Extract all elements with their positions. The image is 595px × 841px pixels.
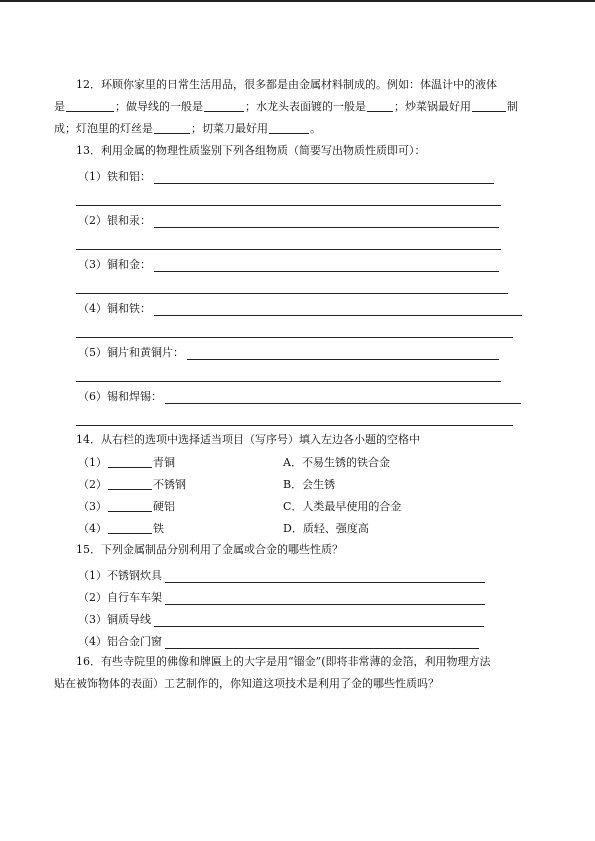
answer-blank[interactable] bbox=[108, 521, 152, 534]
answer-blank[interactable] bbox=[367, 99, 393, 112]
answer-blank[interactable] bbox=[108, 499, 152, 512]
answer-line[interactable] bbox=[154, 613, 484, 627]
q14-row-4 bbox=[54, 517, 544, 539]
q13-item-label: （3）铜和金： bbox=[78, 258, 151, 271]
question-14 bbox=[54, 429, 544, 539]
answer-line-continuation[interactable] bbox=[76, 404, 513, 426]
answer-blank[interactable] bbox=[66, 99, 114, 112]
answer-line[interactable] bbox=[187, 346, 499, 360]
question-13 bbox=[54, 140, 544, 426]
answer-line[interactable] bbox=[165, 591, 485, 605]
answer-line-continuation[interactable] bbox=[76, 316, 513, 338]
q12-text: ；炒菜锅最好用 bbox=[394, 100, 471, 113]
q12-text: ；切菜刀最好用 bbox=[191, 122, 268, 135]
question-15 bbox=[54, 539, 544, 649]
answer-line[interactable] bbox=[154, 170, 494, 184]
q15-item-label: （2）自行车车架 bbox=[78, 591, 162, 604]
q13-item-label: （6）锡和焊锡： bbox=[78, 390, 162, 403]
top-rule bbox=[0, 0, 595, 2]
q14-num: （2） bbox=[78, 478, 107, 491]
q13-item-4 bbox=[54, 294, 544, 316]
q14-row-3 bbox=[54, 495, 544, 517]
q14-option: C．人类最早使用的合金 bbox=[283, 500, 402, 513]
q13-item-6 bbox=[54, 382, 544, 404]
q13-item-label: （4）铜和铁： bbox=[78, 302, 151, 315]
answer-line-continuation[interactable] bbox=[76, 184, 501, 206]
q15-item-label: （1）不锈钢炊具 bbox=[78, 569, 162, 582]
q14-num: （1） bbox=[78, 456, 107, 469]
answer-blank[interactable] bbox=[108, 477, 152, 490]
q12-text: ；做导线的一般是 bbox=[115, 100, 203, 113]
answer-blank[interactable] bbox=[204, 99, 244, 112]
answer-line[interactable] bbox=[165, 635, 479, 649]
q14-title: 14．从右栏的选项中选择适当项目（写序号）填入左边各小题的空格中 bbox=[76, 433, 420, 446]
q14-option: B．会生锈 bbox=[283, 478, 336, 491]
q12-line-3 bbox=[54, 118, 544, 140]
question-12 bbox=[54, 74, 544, 140]
answer-line[interactable] bbox=[165, 569, 485, 583]
q14-row-1 bbox=[54, 451, 544, 473]
answer-blank[interactable] bbox=[472, 99, 506, 112]
answer-line[interactable] bbox=[154, 258, 499, 272]
answer-line[interactable] bbox=[154, 214, 499, 228]
q16-line-1: 16．有些寺院里的佛像和牌匾上的大字是用“镏金”(即将非常薄的金箔，利用物理方法 bbox=[76, 655, 491, 668]
q12-text: 是 bbox=[54, 100, 65, 113]
answer-line-continuation[interactable] bbox=[76, 360, 501, 382]
answer-line[interactable] bbox=[154, 302, 522, 316]
q13-item-3 bbox=[54, 250, 544, 272]
q15-item-label: （4）铝合金门窗 bbox=[78, 635, 162, 648]
q14-num: （3） bbox=[78, 500, 107, 513]
answer-blank[interactable] bbox=[108, 455, 152, 468]
q14-num: （4） bbox=[78, 522, 107, 535]
q15-item-2 bbox=[54, 583, 544, 605]
q12-line-1: 12．环顾你家里的日常生活用品，很多都是由金属材料制成的。例如：体温计中的液体 bbox=[76, 78, 497, 91]
q14-item: 不锈钢 bbox=[153, 478, 186, 491]
answer-line-continuation[interactable] bbox=[76, 228, 501, 250]
q14-item: 铁 bbox=[153, 522, 164, 535]
q14-option: A．不易生锈的铁合金 bbox=[283, 456, 390, 469]
q14-option: D．质轻、强度高 bbox=[283, 522, 369, 535]
answer-line-continuation[interactable] bbox=[76, 272, 508, 294]
answer-blank[interactable] bbox=[154, 121, 190, 134]
q13-item-5 bbox=[54, 338, 544, 360]
q13-item-1 bbox=[54, 162, 544, 184]
answer-blank[interactable] bbox=[269, 121, 309, 134]
q12-text: 。 bbox=[310, 122, 321, 135]
q16-line-2: 贴在被饰物体的表面）工艺制作的，你知道这项技术是利用了金的哪些性质吗？ bbox=[54, 677, 439, 690]
q15-item-1 bbox=[54, 561, 544, 583]
q14-item: 硬铝 bbox=[153, 500, 175, 513]
answer-line[interactable] bbox=[165, 390, 521, 404]
question-16 bbox=[54, 651, 544, 695]
q12-line-2 bbox=[54, 96, 544, 118]
q12-text: 制 bbox=[507, 100, 518, 113]
q15-item-label: （3）铜质导线 bbox=[78, 613, 151, 626]
q15-item-4 bbox=[54, 627, 544, 649]
q15-title: 15．下列金属制品分别利用了金属或合金的哪些性质？ bbox=[76, 543, 343, 556]
q13-item-label: （5）铜片和黄铜片： bbox=[78, 346, 184, 359]
worksheet bbox=[54, 74, 544, 695]
q14-row-2 bbox=[54, 473, 544, 495]
q13-item-2 bbox=[54, 206, 544, 228]
q14-item: 青铜 bbox=[153, 456, 175, 469]
q13-item-label: （1）铁和铝： bbox=[78, 170, 151, 183]
q13-title: 13．利用金属的物理性质鉴别下列各组物质（简要写出物质性质即可）： bbox=[76, 144, 426, 157]
q12-text: 成；灯泡里的灯丝是 bbox=[54, 122, 153, 135]
q13-item-label: （2）银和汞： bbox=[78, 214, 151, 227]
q15-item-3 bbox=[54, 605, 544, 627]
q12-text: ；水龙头表面镀的一般是 bbox=[245, 100, 366, 113]
